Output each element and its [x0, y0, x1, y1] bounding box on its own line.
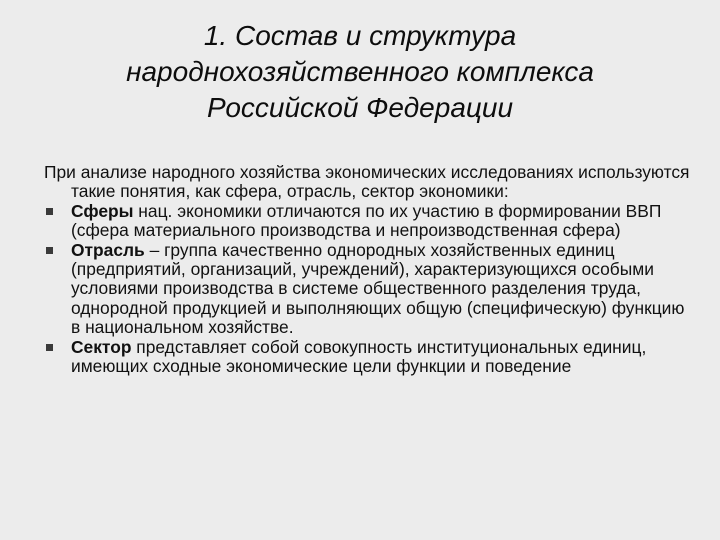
bullet-item-sector [44, 338, 694, 377]
bullet-term-industry: Отрасль [71, 239, 145, 260]
bullet-text-spheres: нац. экономики отличаются по их участию в формировании ВВП (сфера материального производства и непроизводственная сфера) [71, 200, 662, 241]
bullet-term-sector: Сектор [71, 336, 132, 357]
bullet-item-spheres [44, 202, 694, 241]
slide-body [44, 163, 694, 376]
slide-title-line-3: Российской Федерации [206, 92, 514, 123]
bullet-item-industry [44, 241, 694, 338]
square-bullet-icon [46, 344, 53, 351]
slide-title [60, 18, 660, 126]
bullet-list [44, 202, 694, 377]
bullet-text-industry: – группа качественно однородных хозяйственных единиц (предприятий, организаций, учреждений), характеризующихся особыми условиями производства в системе общественного разделения труда, однородной продукцией и выполняющих общую (специфическую) функцию в национальном хозяйстве. [71, 239, 685, 338]
intro-paragraph: При анализе народного хозяйства экономических исследованиях используются такие понятия, как сфера, отрасль, сектор экономики: [44, 162, 690, 202]
bullet-text-sector: представляет собой совокупность институциональных единиц, имеющих сходные экономические цели функции и поведение [71, 336, 647, 377]
bullet-term-spheres: Сферы [71, 200, 134, 221]
slide-title-line-2: народнохозяйственного комплекса [126, 56, 594, 87]
square-bullet-icon [46, 247, 53, 254]
slide-title-line-1: 1. Состав и структура [203, 20, 517, 51]
square-bullet-icon [46, 208, 53, 215]
